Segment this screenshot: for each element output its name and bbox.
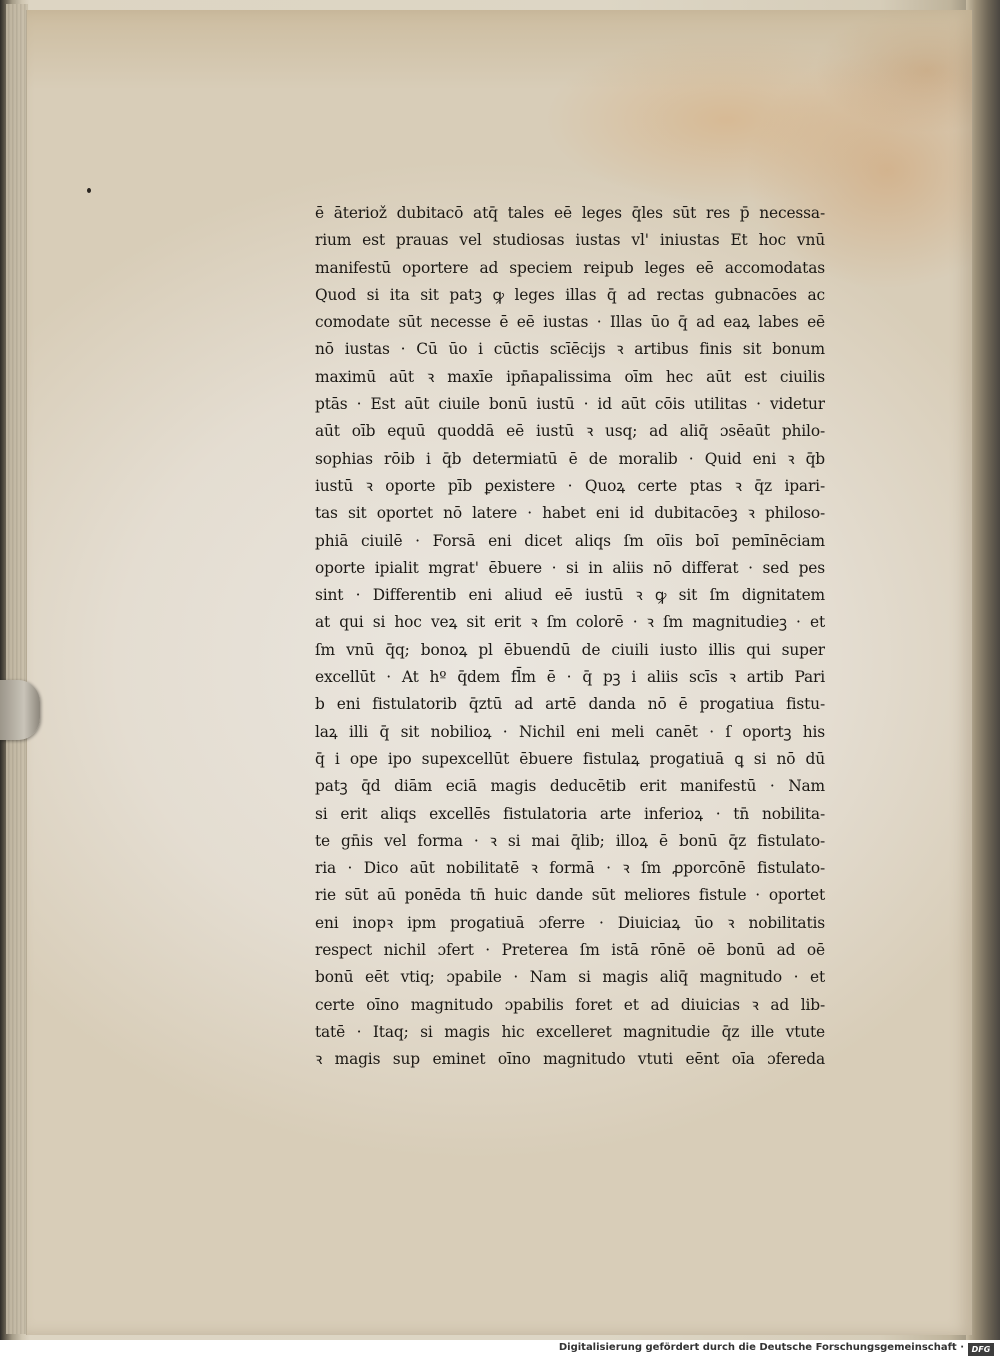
text-line: phiā ciuilē · Forsā eni dicet aliqs ſm oīis boī pemīnēciam [315, 531, 825, 550]
text-line: certe oīno magnitudo ɔpabilis foret et ad diuicias ꝛ ad lib- [315, 995, 825, 1014]
footer-credit: Digitalisierung gefördert durch die Deutsche Forschungsgemeinschaft · [558, 1342, 964, 1353]
text-line: rie sūt aū ponēda tn̄ huic dande sūt meliores fistule · oportet [315, 886, 825, 905]
text-line: laꝝ illi q̄ sit nobilioꝝ · Nichil eni meli canēt · ſ oportꝫ his [315, 722, 825, 741]
text-line: ꝛ magis sup eminet oīno magnitudo vtuti eēnt oīa ɔfereda [315, 1050, 825, 1069]
text-line: bonū eēt vtiq; ɔpabile · Nam si magis aliq̄ magnitudo · et [315, 968, 825, 987]
text-line: respect nichil ɔfert · Preterea ſm istā rōnē oē bonū ad oē [315, 941, 825, 960]
text-line: comodate sūt necesse ē eē iustas · Illas ūo q̄ ad eaꝝ labes eē [315, 313, 825, 332]
text-line: si erit aliqs excellēs fistulatoria arte inferioꝝ · tn̄ nobilita- [315, 804, 825, 823]
text-line: b eni fistulatorib q̄ztū ad artē danda nō ē progatiua fistu- [315, 695, 825, 714]
text-line: sophias rōib i q̄b determiatū ē de moralib · Quid eni ꝛ q̄b [315, 449, 825, 468]
text-line: te gn̄is vel forma · ꝛ si mai q̄lib; illoꝝ ē bonū q̄z fistulato- [315, 831, 825, 850]
text-line: aūt oīb equū quoddā eē iustū ꝛ usq; ad aliq̄ ɔsēaūt philo- [315, 422, 825, 441]
text-line: excellūt · At hº q̄dem fl̄m ē · q̄ pꝫ i aliis scīs ꝛ artib Pari [315, 668, 825, 687]
text-line: maximū aūt ꝛ maxīe ipn̄apalissima oīm hec aūt est ciuilis [315, 367, 825, 386]
text-line: at qui si hoc veꝝ sit erit ꝛ ſm colorē · ꝛ ſm magnitudieꝫ · et [315, 613, 825, 632]
text-line: iustū ꝛ oporte pīb ꝑexistere · Quoꝝ certe ptas ꝛ q̄z ipari- [315, 476, 825, 495]
text-block [315, 200, 825, 1074]
page-edges [6, 4, 28, 1334]
page-clip [0, 680, 40, 740]
text-line: ſm vnū q̄q; bonoꝝ pl ēbuendū de ciuili iusto illis qui super [315, 640, 825, 659]
text-line: sint · Differentib eni aliud eē iustū ꝛ ꝙ sit ſm dignitatem [315, 586, 825, 605]
water-stain [27, 10, 972, 90]
text-line: eni inopꝛ ipm progatiuā ɔferre · Diuiciaꝝ ūo ꝛ nobilitatis [315, 913, 825, 932]
footer [0, 1340, 1000, 1360]
text-line: ria · Dico aūt nobilitatē ꝛ formā · ꝛ ſm ꝓporcōnē fistulato- [315, 859, 825, 878]
text-line: Quod si ita sit patꝫ ꝙ leges illas q̄ ad rectas gubnacōes ac [315, 285, 825, 304]
ink-dot [87, 188, 91, 193]
text-line: tatē · Itaq; si magis hic excelleret magnitudie q̄z ille vtute [315, 1022, 825, 1041]
dfg-logo-icon: DFG [968, 1343, 994, 1356]
manuscript-leaf [26, 10, 972, 1335]
text-line: q̄ i ope ipo supexcellūt ēbuere fistulaꝝ progatiuā ꝗ si nō dū [315, 749, 825, 768]
text-line: tas sit oportet nō latere · habet eni id dubitacōeꝫ ꝛ philoso- [315, 504, 825, 523]
text-line: ē āteriož dubitacō atq̄ tales eē leges q̄les sūt res p̄ necessa- [315, 204, 825, 222]
text-line: oporte ipialit mgrat' ēbuere · si in aliis nō differat · sed pes [315, 558, 825, 577]
text-line: rium est prauas vel studiosas iustas vl' iniustas Et hoc vnū [315, 231, 825, 250]
text-line: nō iustas · Cū ūo i cūctis scīēcijs ꝛ artibus finis sit bonum [315, 340, 825, 359]
text-line: ptās · Est aūt ciuile bonū iustū · id aūt cōis utilitas · videtur [315, 395, 825, 414]
text-line: patꝫ q̄d diām eciā magis deducētib erit manifestū · Nam [315, 777, 825, 796]
text-line: manifestū oportere ad speciem reipub leges eē accomodatas [315, 258, 825, 277]
